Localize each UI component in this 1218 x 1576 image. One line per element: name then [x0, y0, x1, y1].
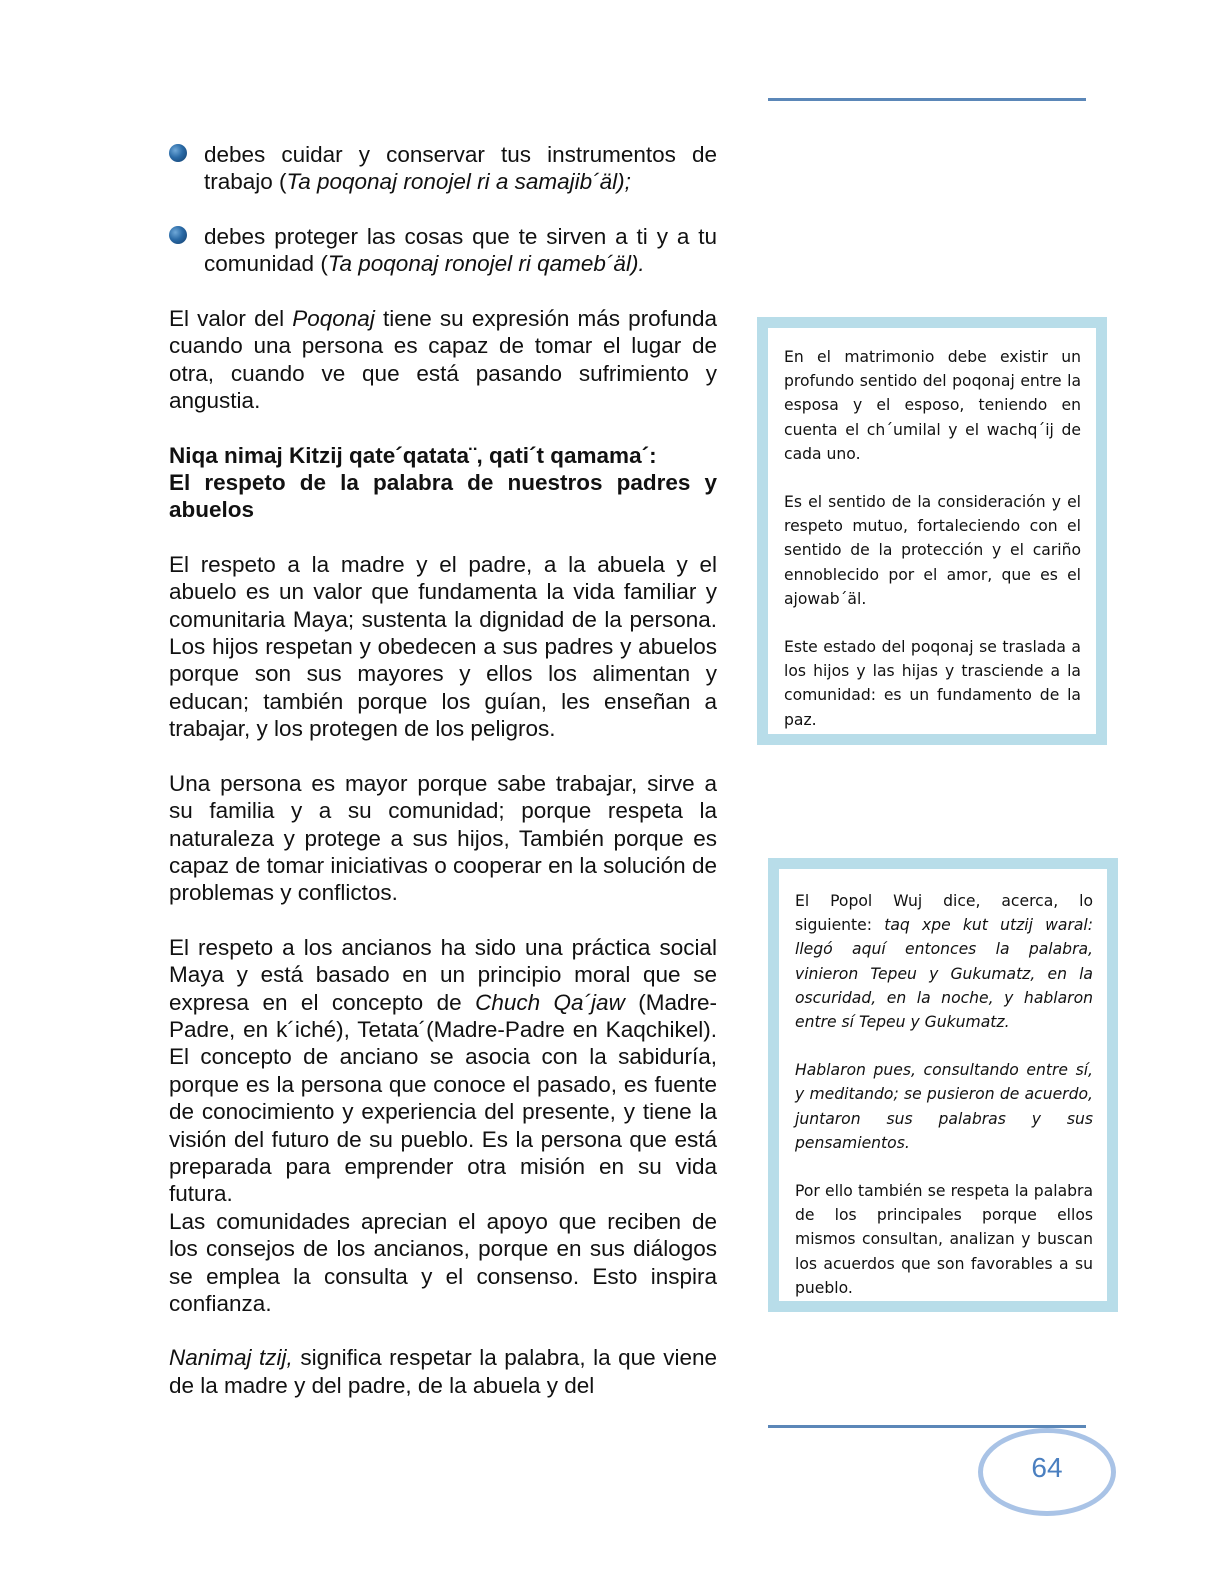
bullet-text-italic: Ta poqonaj ronojel ri qameb´äl). [327, 251, 645, 277]
bullet-text: debes cuidar y conservar tus instrumentos de trabajo ( [204, 142, 717, 195]
paragraph-ancianos: El respeto a los ancianos ha sido una práctica social Maya y está basado en un principio moral que se expresa en el concepto de Chuch Qa´jaw (Madre-Padre, en k´iché), Tetata´(Madre-Padre en Kaqchikel). El concepto de anciano se asocia con la sabiduría, porque es la persona que conoce el pasado, es fuente de conocimiento y experiencia del presente, y tiene la visión del futuro de su pueblo. Es la persona que está preparada para emprender otra misión en su vida futura. [169, 934, 718, 1207]
sidebar-box-popol-wuj [768, 858, 1118, 1312]
box-paragraph: El Popol Wuj dice, acerca, lo siguiente: taq xpe kut utzij waral: llegó aquí entonces la palabra, vinieron Tepeu y Gukumatz, en la oscuridad, en la noche, y hablaron entre sí Tepeu y Gukumatz. [795, 892, 1093, 1032]
bullet-item [169, 223, 717, 278]
page-number: 64 [1031, 1452, 1063, 1483]
bullet-text-italic: Ta poqonaj ronojel ri a samajib´äl); [286, 169, 631, 195]
bullet-text: debes proteger las cosas que te sirven a ti y a tu comunidad ( [204, 224, 717, 277]
paragraph-comunidades: Las comunidades aprecian el apoyo que reciben de los consejos de los ancianos, porque en sus diálogos se emplea la consulta y el consenso. Esto inspira confianza. [169, 1208, 717, 1316]
box-paragraph: Por ello también se respeta la palabra de los principales porque ellos mismos consultan, analizan y buscan los acuerdos que son favorables a su pueblo. [795, 1182, 1093, 1297]
paragraph-respeto: El respeto a la madre y el padre, a la abuela y el abuelo es un valor que fundamenta la vida familiar y comunitaria Maya; sustenta la dignidad de la persona. Los hijos respetan y obedecen a sus padres y abuelos porque son sus mayores y ellos los alimentan y educan; también porque los guían, les enseñan a trabajar, y los protegen de los peligros. [169, 551, 717, 742]
main-column [169, 305, 717, 1399]
bullet-icon [169, 226, 187, 244]
top-rule [768, 98, 1086, 101]
paragraph-valor: El valor del Poqonaj tiene su expresión más profunda cuando una persona es capaz de tomar el lugar de otra, cuando ve que está pasando sufrimiento y angustia. [169, 306, 717, 414]
box-paragraph: Es el sentido de la consideración y el respeto mutuo, fortaleciendo con el sentido de la protección y el cariño ennoblecido por el amor, que es el ajowab´äl. [784, 493, 1081, 608]
section-heading: Niqa nimaj Kitzij qate´qatata¨, qati´t qamama´: El respeto de la palabra de nuestros padres y abuelos [169, 442, 717, 523]
box-paragraph: En el matrimonio debe existir un profundo sentido del poqonaj entre la esposa y el esposo, teniendo en cuenta el ch´umilal y el wachq´ij de cada uno. [784, 348, 1081, 463]
bullet-icon [169, 144, 187, 162]
bullet-item [169, 141, 717, 196]
box-paragraph: Hablaron pues, consultando entre sí, y meditando; se pusieron de acuerdo, juntaron sus palabras y sus pensamientos. [795, 1061, 1093, 1152]
paragraph-mayor: Una persona es mayor porque sabe trabajar, sirve a su familia y a su comunidad; porque respeta la naturaleza y protege a sus hijos, También porque es capaz de tomar iniciativas o cooperar en la solución de problemas y conflictos. [169, 770, 717, 906]
paragraph-nanimaj: Nanimaj tzij, significa respetar la palabra, la que viene de la madre y del padre, de la abuela y del [169, 1345, 717, 1398]
sidebar-box-matrimonio [757, 317, 1107, 745]
box-paragraph: Este estado del poqonaj se traslada a los hijos y las hijas y trasciende a la comunidad: es un fundamento de la paz. [784, 638, 1081, 729]
